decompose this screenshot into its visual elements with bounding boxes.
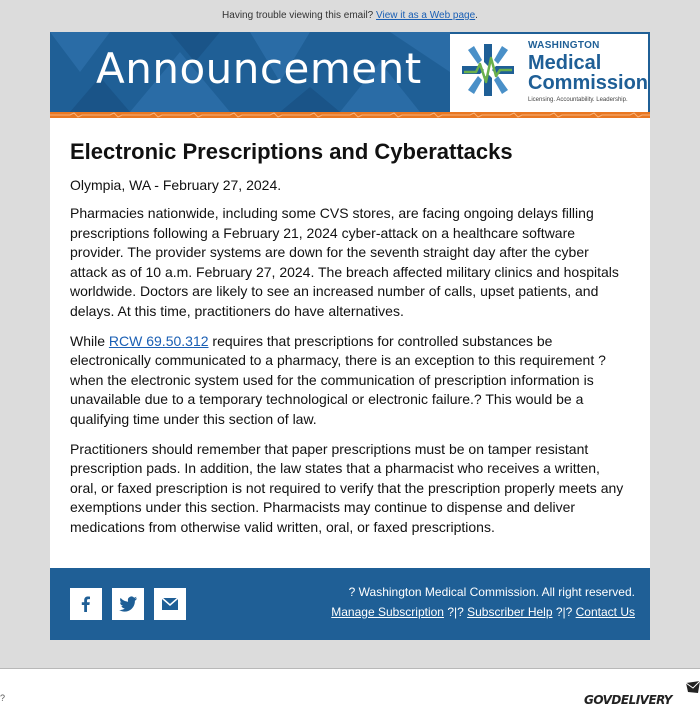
article-paragraph-2: [70, 332, 630, 430]
commission-logo-mark-icon: [460, 42, 516, 98]
article-title: Electronic Prescriptions and Cyberattacks: [70, 139, 513, 164]
twitter-icon: [118, 595, 138, 613]
logo-commission: Commission: [528, 72, 649, 94]
logo-tagline: Licensing. Accountability. Leadership.: [528, 97, 628, 103]
banner-title: Announcement: [96, 44, 422, 93]
article-dateline: Olympia, WA - February 27, 2024.: [70, 177, 282, 193]
bottom-strip: [0, 668, 700, 721]
web-view-notice-suffix: .: [475, 10, 478, 21]
article-body: [70, 138, 630, 538]
paragraph-2-lead: While: [70, 332, 109, 349]
footer-links: [331, 604, 635, 620]
twitter-button[interactable]: [112, 588, 144, 620]
logo-medical: Medical: [528, 52, 602, 74]
email-footer: [50, 568, 650, 640]
manage-subscription-link[interactable]: Manage Subscription: [331, 605, 444, 619]
facebook-button[interactable]: [70, 588, 102, 620]
banner-ekg-strip: [50, 112, 650, 118]
footer-separator-2: ?|?: [552, 605, 576, 619]
footer-separator-1: ?|?: [443, 605, 468, 619]
web-view-link[interactable]: View it as a Web page: [376, 10, 476, 21]
bottom-question-mark: ?: [0, 693, 6, 703]
email-share-button[interactable]: [154, 588, 186, 620]
web-view-notice-text: Having trouble viewing this email?: [222, 10, 377, 21]
ekg-line-icon: [50, 112, 650, 118]
web-view-notice: [0, 10, 700, 21]
contact-us-link[interactable]: Contact Us: [575, 605, 635, 619]
rcw-link[interactable]: RCW 69.50.312: [108, 332, 209, 349]
subscriber-help-link[interactable]: Subscriber Help: [467, 605, 553, 619]
govdelivery-logo-text: govdelivery: [584, 689, 672, 709]
govdelivery-logo[interactable]: [584, 689, 672, 709]
email-container: [50, 32, 650, 640]
footer-info: [331, 584, 635, 620]
email-icon: [161, 597, 179, 611]
article-paragraph-3: Practitioners should remember that paper prescriptions must be on tamper resistant prescription pads. In addition, the law states that a pharmacist who receives a written, oral, or faxed prescription is not required to verify that the prescription properly meets any exemptions under this section. Pharmacists may continue to dispense and deliver medications from otherwise valid written, oral, or faxed prescriptions.: [70, 440, 624, 535]
paragraph-2-rest: requires that prescriptions for controlled substances be electronically communicated to a pharmacy, there is an exception to this requirement ?when the electronic system used for the communication of prescription information is unavailable due to a temporary technological or electronic failure.? This would be a qualifying time under this section of law.: [70, 332, 606, 427]
facebook-icon: [77, 595, 95, 613]
announcement-banner: [50, 32, 650, 118]
footer-copyright: ? Washington Medical Commission. All right reserved.: [348, 585, 635, 599]
logo-washington: WASHINGTON: [528, 40, 600, 51]
commission-logo: [450, 34, 648, 112]
article-paragraph-1: Pharmacies nationwide, including some CVS stores, are facing ongoing delays filling prescriptions following a February 21, 2024 cyber-attack on a healthcare software provider. The provider systems are down for the seventh straight day after the cyber attack as of 10 a.m. February 27, 2024. The breach affected military clinics and hospitals worldwide. Doctors are likely to see an increased number of calls, upset patients, and delays. At this time, practitioners do have alternatives.: [70, 205, 619, 319]
govdelivery-envelope-icon: [686, 681, 700, 693]
